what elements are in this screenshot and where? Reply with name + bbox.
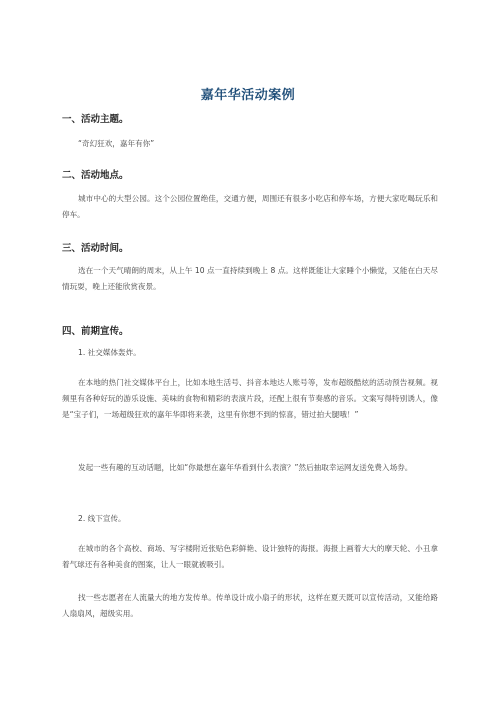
section-3-heading: 三、活动时间。 — [62, 243, 129, 254]
section-2-heading: 二、活动地点。 — [62, 170, 129, 181]
section-4-paragraph-social: 在本地的热门社交媒体平台上，比如本地生活号、抖音本地达人账号等，发布超级酷炫的活动预告视频。视频里有各种好玩的游乐设施、美味的食物和精彩的表演片段，还配上很有节奏感的音乐。文案写得特别诱人，像是“宝子们，一场超级狂欢的嘉年华即将来袭，这里有你想不到的惊喜，错过拍大腿哦！” — [62, 378, 438, 419]
section-4-item-1: 1. 社交媒体轰炸。 — [78, 348, 141, 357]
section-4-heading: 四、前期宣传。 — [62, 326, 129, 337]
section-3-paragraph: 选在一个天气晴朗的周末，从上午 10 点一直持续到晚上 8 点。这样既能让大家睡个小懒觉，又能在白天尽情玩耍，晚上还能欣赏夜景。 — [62, 266, 438, 291]
section-4-paragraph-posters: 在城市的各个高校、商场、写字楼附近张贴色彩鲜艳、设计独特的海报。海报上画着大大的摩天轮、小丑拿着气球还有各种美食的图案，让人一眼就被吸引。 — [62, 544, 438, 569]
section-4-paragraph-flyers: 找一些志愿者在人流量大的地方发传单。传单设计成小扇子的形状，这样在夏天既可以宣传活动，又能给路人扇扇风，超级实用。 — [62, 593, 438, 618]
section-2-paragraph: 城市中心的大型公园。这个公园位置绝佳，交通方便，周围还有很多小吃店和停车场，方便大家吃喝玩乐和停车。 — [62, 194, 438, 219]
section-1-paragraph: “奇幻狂欢，嘉年有你” — [78, 139, 155, 148]
document-title: 嘉年华活动案例 — [200, 88, 296, 103]
section-4-paragraph-topic: 发起一些有趣的互动话题，比如“你最想在嘉年华看到什么表演？”然后抽取幸运网友送免费入场券。 — [78, 463, 413, 472]
section-1-heading: 一、活动主题。 — [62, 114, 129, 125]
section-4-item-2: 2. 线下宣传。 — [78, 514, 126, 523]
